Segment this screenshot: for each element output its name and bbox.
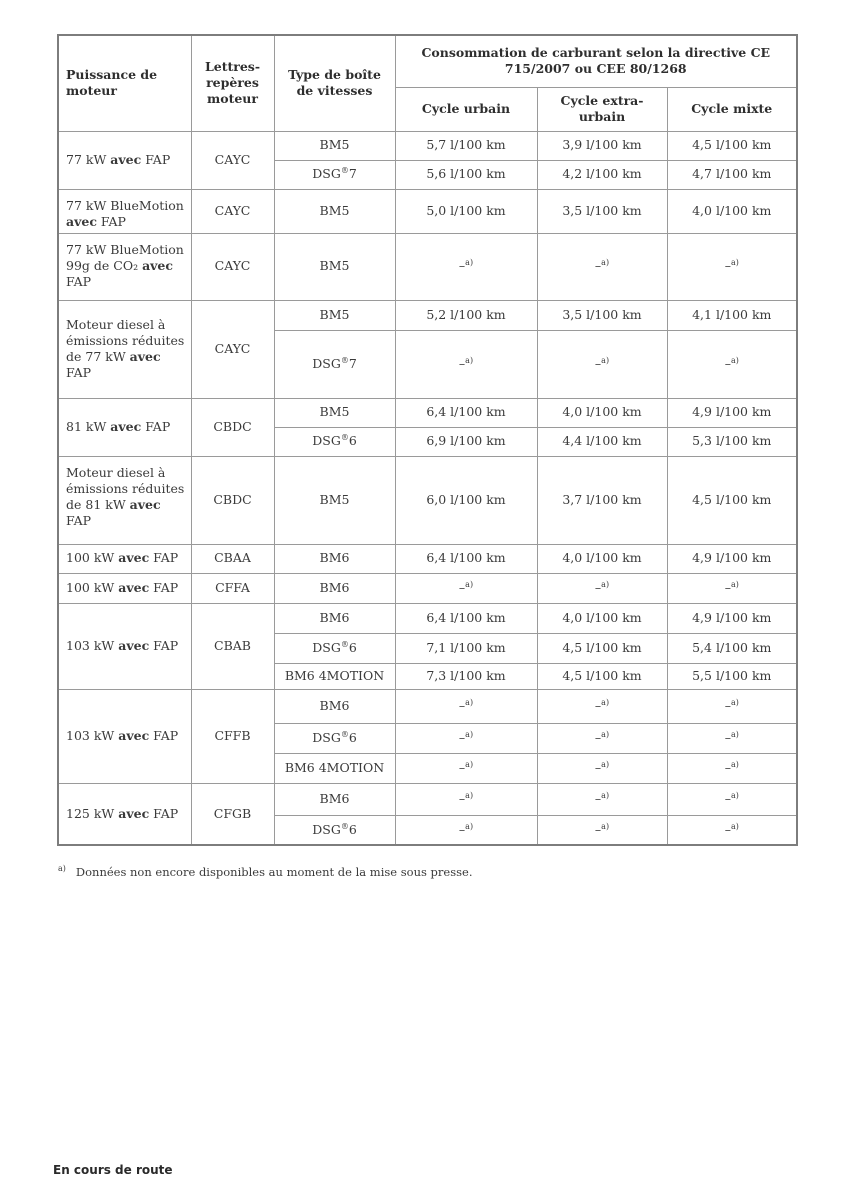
cell-mixed: –$^{a)}$	[667, 815, 797, 845]
cell-urban: 6,0 l/100 km	[395, 456, 537, 544]
page-footer-section-title: En cours de route	[53, 1163, 173, 1177]
cell-mixed: –$^{a)}$	[667, 723, 797, 753]
cell-engine-code: CAYC	[191, 189, 274, 233]
cell-extra-urban: 3,7 l/100 km	[537, 456, 667, 544]
cell-extra-urban: 4,5 l/100 km	[537, 633, 667, 663]
cell-mixed: 5,3 l/100 km	[667, 427, 797, 456]
cell-urban: 7,3 l/100 km	[395, 663, 537, 689]
cell-engine-power: 125 kW avec FAP	[58, 783, 191, 845]
cell-extra-urban: –$^{a)}$	[537, 723, 667, 753]
cell-extra-urban: –$^{a)}$	[537, 783, 667, 815]
cell-engine-code: CBDC	[191, 398, 274, 456]
table-row	[58, 456, 797, 544]
cell-gearbox: BM6	[274, 689, 395, 723]
cell-extra-urban: –$^{a)}$	[537, 753, 667, 783]
cell-urban: 6,9 l/100 km	[395, 427, 537, 456]
cell-urban: –$^{a)}$	[395, 753, 537, 783]
cell-urban: 5,2 l/100 km	[395, 300, 537, 330]
cell-extra-urban: 4,4 l/100 km	[537, 427, 667, 456]
table-row	[58, 233, 797, 300]
cell-urban: 6,4 l/100 km	[395, 603, 537, 633]
cell-mixed: 5,5 l/100 km	[667, 663, 797, 689]
cell-gearbox: BM5	[274, 131, 395, 160]
table-row	[58, 189, 797, 233]
cell-urban: 7,1 l/100 km	[395, 633, 537, 663]
header-power: Puissance de moteur	[58, 35, 191, 131]
cell-mixed: –$^{a)}$	[667, 330, 797, 398]
cell-extra-urban: 4,0 l/100 km	[537, 544, 667, 573]
table-row	[58, 398, 797, 427]
cell-urban: 5,0 l/100 km	[395, 189, 537, 233]
cell-extra-urban: 3,5 l/100 km	[537, 189, 667, 233]
cell-urban: 5,6 l/100 km	[395, 160, 537, 189]
cell-engine-code: CFFA	[191, 573, 274, 603]
cell-urban: –$^{a)}$	[395, 723, 537, 753]
cell-gearbox: BM6	[274, 544, 395, 573]
header-urban-cycle: Cycle urbain	[395, 87, 537, 131]
header-mixed-cycle: Cycle mixte	[667, 87, 797, 131]
cell-gearbox: DSG®6	[274, 815, 395, 845]
cell-engine-code: CAYC	[191, 300, 274, 398]
cell-engine-code: CAYC	[191, 131, 274, 189]
header-engine-letters: Lettres-repères moteur	[191, 35, 274, 131]
cell-extra-urban: –$^{a)}$	[537, 233, 667, 300]
table-row	[58, 783, 797, 815]
footnote-mark: a)	[58, 864, 66, 873]
table-row	[58, 544, 797, 573]
cell-gearbox: BM5	[274, 233, 395, 300]
cell-gearbox: BM6	[274, 573, 395, 603]
cell-engine-code: CBDC	[191, 456, 274, 544]
cell-engine-code: CAYC	[191, 233, 274, 300]
cell-urban: –$^{a)}$	[395, 330, 537, 398]
cell-mixed: 4,9 l/100 km	[667, 398, 797, 427]
cell-mixed: 4,9 l/100 km	[667, 603, 797, 633]
cell-engine-code: CFGB	[191, 783, 274, 845]
cell-extra-urban: –$^{a)}$	[537, 573, 667, 603]
cell-urban: –$^{a)}$	[395, 573, 537, 603]
cell-mixed: 4,9 l/100 km	[667, 544, 797, 573]
cell-extra-urban: 4,2 l/100 km	[537, 160, 667, 189]
cell-engine-code: CBAB	[191, 603, 274, 689]
cell-engine-code: CFFB	[191, 689, 274, 783]
cell-gearbox: BM5	[274, 300, 395, 330]
table-row	[58, 573, 797, 603]
cell-urban: –$^{a)}$	[395, 815, 537, 845]
cell-urban: –$^{a)}$	[395, 233, 537, 300]
cell-mixed: 5,4 l/100 km	[667, 633, 797, 663]
cell-extra-urban: 4,0 l/100 km	[537, 398, 667, 427]
cell-engine-power: 100 kW avec FAP	[58, 544, 191, 573]
cell-extra-urban: 4,0 l/100 km	[537, 603, 667, 633]
cell-engine-power: 103 kW avec FAP	[58, 603, 191, 689]
cell-mixed: –$^{a)}$	[667, 783, 797, 815]
consumption-table-wrapper	[57, 34, 796, 846]
fuel-consumption-table	[57, 34, 798, 846]
header-consumption: Consommation de carburant selon la directive CE 715/2007 ou CEE 80/1268	[395, 35, 797, 87]
cell-engine-power: 77 kW BlueMotion 99g de CO₂ avec FAP	[58, 233, 191, 300]
cell-gearbox: DSG®7	[274, 160, 395, 189]
cell-urban: 6,4 l/100 km	[395, 544, 537, 573]
cell-gearbox: BM6 4MOTION	[274, 663, 395, 689]
cell-gearbox: BM6 4MOTION	[274, 753, 395, 783]
table-row	[58, 131, 797, 160]
cell-mixed: –$^{a)}$	[667, 573, 797, 603]
cell-urban: 5,7 l/100 km	[395, 131, 537, 160]
header-extra-urban-cycle: Cycle extra-urbain	[537, 87, 667, 131]
cell-mixed: –$^{a)}$	[667, 689, 797, 723]
table-body	[58, 131, 797, 845]
cell-urban: –$^{a)}$	[395, 689, 537, 723]
cell-extra-urban: –$^{a)}$	[537, 330, 667, 398]
cell-urban: 6,4 l/100 km	[395, 398, 537, 427]
cell-engine-power: 81 kW avec FAP	[58, 398, 191, 456]
cell-gearbox: BM5	[274, 456, 395, 544]
cell-mixed: 4,1 l/100 km	[667, 300, 797, 330]
cell-engine-power: 100 kW avec FAP	[58, 573, 191, 603]
cell-extra-urban: 4,5 l/100 km	[537, 663, 667, 689]
cell-extra-urban: –$^{a)}$	[537, 689, 667, 723]
cell-extra-urban: 3,9 l/100 km	[537, 131, 667, 160]
cell-urban: –$^{a)}$	[395, 783, 537, 815]
cell-gearbox: BM6	[274, 603, 395, 633]
header-gearbox: Type de boîte de vitesses	[274, 35, 395, 131]
table-row	[58, 689, 797, 723]
table-row	[58, 603, 797, 633]
cell-engine-code: CBAA	[191, 544, 274, 573]
cell-mixed: 4,7 l/100 km	[667, 160, 797, 189]
cell-gearbox: DSG®7	[274, 330, 395, 398]
cell-gearbox: DSG®6	[274, 633, 395, 663]
cell-mixed: –$^{a)}$	[667, 753, 797, 783]
cell-gearbox: BM6	[274, 783, 395, 815]
cell-engine-power: Moteur diesel à émissions réduites de 81 kW avec FAP	[58, 456, 191, 544]
cell-engine-power: Moteur diesel à émissions réduites de 77 kW avec FAP	[58, 300, 191, 398]
cell-engine-power: 77 kW BlueMotion avec FAP	[58, 189, 191, 233]
cell-engine-power: 77 kW avec FAP	[58, 131, 191, 189]
cell-mixed: 4,0 l/100 km	[667, 189, 797, 233]
cell-gearbox: DSG®6	[274, 723, 395, 753]
cell-engine-power: 103 kW avec FAP	[58, 689, 191, 783]
cell-extra-urban: 3,5 l/100 km	[537, 300, 667, 330]
table-row	[58, 300, 797, 330]
cell-mixed: –$^{a)}$	[667, 233, 797, 300]
cell-extra-urban: –$^{a)}$	[537, 815, 667, 845]
footnote-text: Données non encore disponibles au moment de la mise sous presse.	[75, 864, 473, 879]
cell-gearbox: BM5	[274, 398, 395, 427]
footnote	[58, 864, 472, 879]
cell-mixed: 4,5 l/100 km	[667, 131, 797, 160]
cell-gearbox: DSG®6	[274, 427, 395, 456]
cell-gearbox: BM5	[274, 189, 395, 233]
cell-mixed: 4,5 l/100 km	[667, 456, 797, 544]
